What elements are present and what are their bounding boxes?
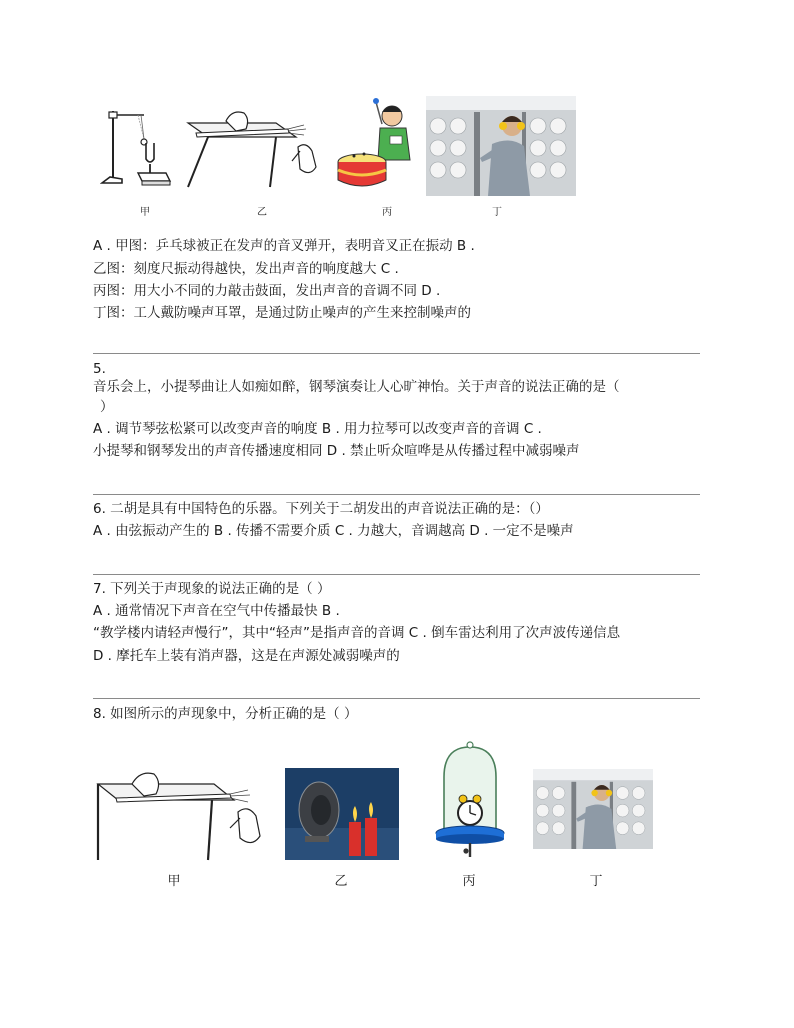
q4-option-line: 乙图：刻度尺振动得越快，发出声音的响度越大 C .: [93, 261, 399, 277]
q5-stem: 音乐会上，小提琴曲让人如痴如醉，钢琴演奏让人心旷神怡。关于声音的说法正确的是（: [93, 379, 620, 395]
divider: [93, 698, 700, 699]
divider: [93, 353, 700, 354]
divider: [93, 494, 700, 495]
q4-option-line: 丙图：用大小不同的力敲击鼓面，发出声音的音调不同 D .: [93, 283, 441, 299]
bell-jar-clock-figure: [432, 741, 508, 865]
q7-option-line: D . 摩托车上装有消声器，这是在声源处减弱噪声的: [93, 648, 400, 664]
q4-caption-bing: 丙: [382, 207, 392, 218]
q4-option-line: 丁图：工人戴防噪声耳罩，是通过防止噪声的产生来控制噪声的: [93, 305, 471, 321]
ruler-table-figure-2: [96, 770, 266, 862]
tuning-fork-figure: [100, 103, 172, 189]
q4-caption-ding: 丁: [492, 207, 502, 218]
q4-caption-yi: 乙: [257, 207, 267, 218]
q8-caption-jia: 甲: [167, 874, 181, 889]
ruler-table-figure: [186, 107, 320, 191]
q6-stem: 6. 二胡是具有中国特色的乐器。下列关于二胡发出的声音说法正确的是：（）: [93, 501, 549, 517]
q8-caption-bing: 丙: [462, 874, 476, 889]
q7-option-line: “教学楼内请轻声慢行”，其中“轻声”是指声音的音调 C . 倒车雷达利用了次声波传递信息: [93, 625, 621, 641]
factory-worker-photo: [426, 96, 576, 196]
q8-caption-yi: 乙: [334, 874, 348, 889]
q5-stem-tail: ）: [100, 399, 114, 415]
q6-option-line: A . 由弦振动产生的 B . 传播不需要介质 C . 力越大，音调越高 D . 一定不是噪声: [93, 523, 574, 539]
q5-option-line: 小提琴和钢琴发出的声音传播速度相同 D . 禁止听众喧哗是从传播过程中减弱噪声: [93, 443, 580, 459]
q8-stem: 8. 如图所示的声现象中，分析正确的是（ ）: [93, 706, 358, 722]
q7-stem: 7. 下列关于声现象的说法正确的是（ ）: [93, 581, 331, 597]
factory-worker-photo-2: [533, 764, 653, 854]
q4-caption-jia: 甲: [140, 207, 150, 218]
q5-number: 5.: [93, 361, 106, 377]
divider: [93, 574, 700, 575]
q7-option-line: A . 通常情况下声音在空气中传播最快 B .: [93, 603, 340, 619]
q4-option-line: A . 甲图：乒乓球被正在发声的音叉弹开，表明音叉正在振动 B .: [93, 238, 475, 254]
speaker-candle-photo: [285, 768, 399, 860]
q8-caption-ding: 丁: [589, 874, 603, 889]
q5-option-line: A . 调节琴弦松紧可以改变声音的响度 B . 用力拉琴可以改变声音的音调 C .: [93, 421, 542, 437]
drum-child-figure: [336, 96, 416, 192]
